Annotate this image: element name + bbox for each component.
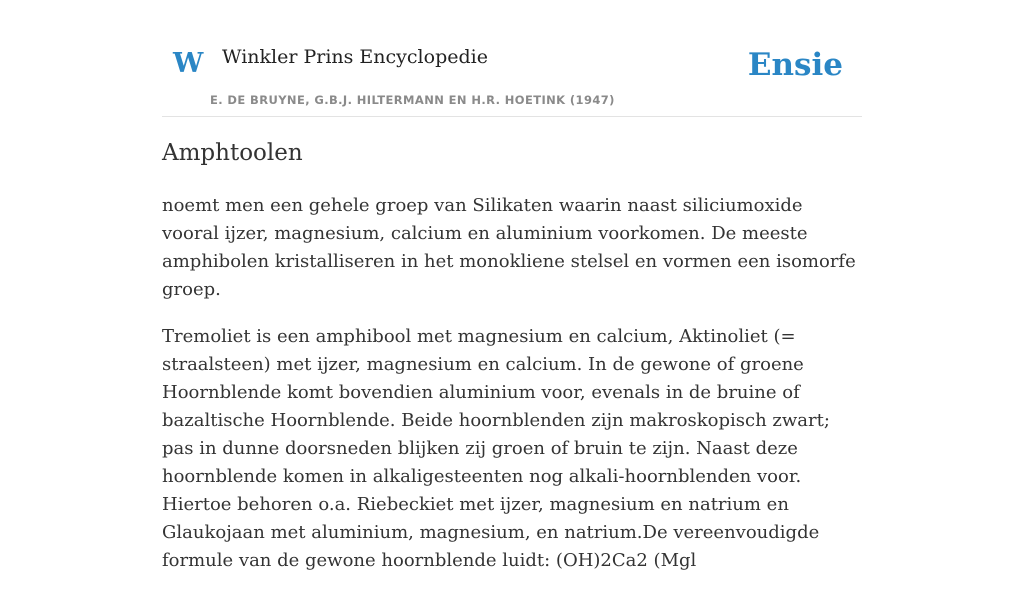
winkler-prins-logo[interactable]: W bbox=[173, 48, 204, 79]
ensie-logo[interactable]: Ensie bbox=[747, 47, 843, 83]
article-paragraph: noemt men een gehele groep van Silikaten waarin naast siliciumoxide vooral ijzer, magnesium, calcium en aluminium voorkomen. De meeste amphibolen kristalliseren in het monokliene stelsel en vormen een isomorfe groep. bbox=[162, 195, 856, 300]
article-title: Amphtoolen bbox=[162, 140, 303, 166]
source-title[interactable]: Winkler Prins Encyclopedie bbox=[222, 46, 488, 68]
source-authors: E. DE BRUYNE, G.B.J. HILTERMANN EN H.R. HOETINK (1947) bbox=[210, 93, 615, 107]
source-header bbox=[162, 0, 862, 117]
article-body bbox=[162, 192, 862, 594]
article-paragraph: Tremoliet is een amphibool met magnesium en calcium, Aktinoliet (= straalsteen) met ijzer, magnesium en calcium. In de gewone of groene Hoornblende komt bovendien aluminium voor, evenals in de bruine of bazaltische Hoornblende. Beide hoornblenden zijn makroskopisch zwart; pas in dunne doorsneden blijken zij groen of bruin te zijn. Naast deze hoornblende komen in alkaligesteenten nog alkali-hoornblenden voor. Hiertoe behoren o.a. Riebeckiet met ijzer, magnesium en natrium en Glaukojaan met aluminium, magnesium, en natrium.De vereenvoudigde formule van de gewone hoornblende luidt: (OH)2Ca2 (Mgl bbox=[162, 326, 830, 571]
